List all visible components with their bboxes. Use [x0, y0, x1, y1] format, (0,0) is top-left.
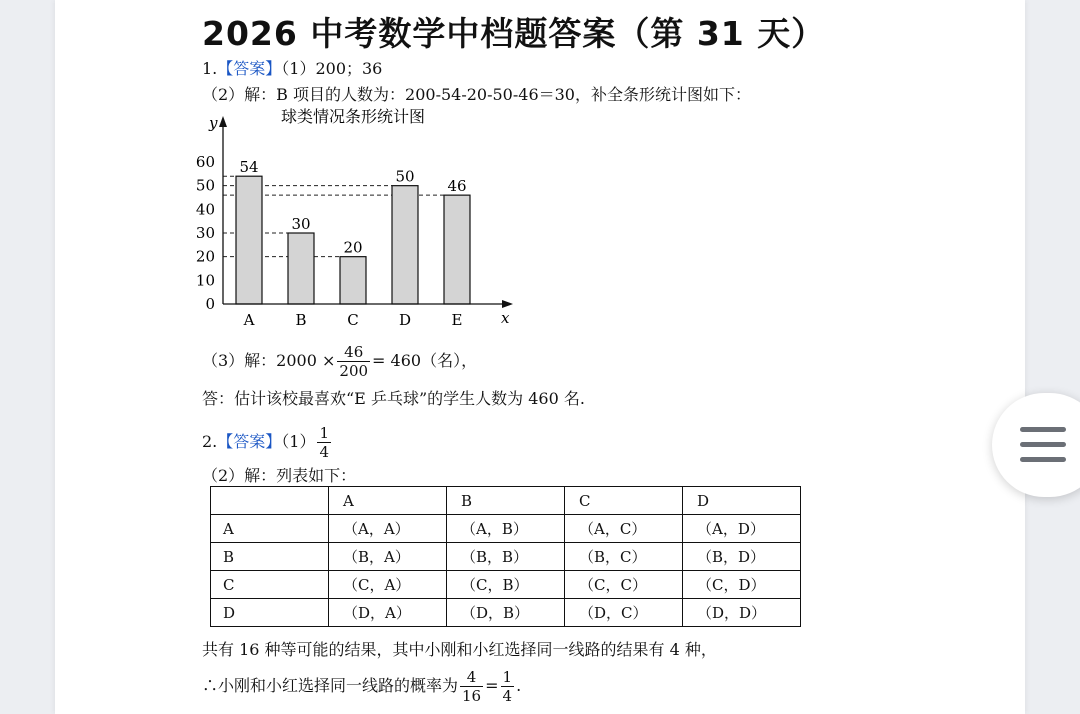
- hamburger-menu-icon-line: [1020, 442, 1066, 447]
- bar-value-label: 50: [395, 167, 415, 186]
- x-tick-label: C: [347, 311, 359, 329]
- chart-xlabel: x: [501, 309, 510, 327]
- fraction-1-4: $\frac{1}{4}$: [319, 424, 330, 461]
- q2-answer-line: 2.【答案】（1） $\frac{1}{4}$: [202, 424, 330, 461]
- table-header-cell: [211, 487, 329, 515]
- table-cell: （D，D）: [683, 599, 801, 627]
- outcome-table: [210, 486, 801, 627]
- table-header-cell: C: [565, 487, 683, 515]
- q2-final: ∴小刚和小红选择同一线路的概率为 $\frac{4}{16}$ = $\frac{1}{4}$ .: [202, 668, 522, 705]
- q1-part3: （3）解：2000 × $\frac{46}{200}$ = 460（名），: [202, 343, 478, 380]
- bar-chart: [185, 100, 585, 332]
- bar-A: [236, 176, 262, 304]
- table-cell: （C，A）: [329, 571, 447, 599]
- y-tick-label: 40: [195, 200, 215, 219]
- table-cell: （B，D）: [683, 543, 801, 571]
- hamburger-menu-icon: [1020, 427, 1066, 432]
- q1-conclusion: 答：估计该校最喜欢“E 乒乓球”的学生人数为 460 名.: [202, 389, 585, 408]
- y-tick-label: 20: [195, 247, 215, 266]
- y-tick-label: 10: [195, 271, 215, 290]
- bar-D: [392, 186, 418, 304]
- x-tick-label: E: [451, 311, 463, 329]
- table-row: [211, 571, 801, 599]
- page-title: 2026 中考数学中档题答案（第 31 天）: [202, 14, 826, 53]
- table-header-cell: B: [447, 487, 565, 515]
- q1-number: 1.: [202, 59, 218, 78]
- x-tick-label: A: [243, 311, 255, 329]
- fraction-1-4-final: $\frac{1}{4}$: [502, 668, 513, 705]
- table-cell: （A，C）: [565, 515, 683, 543]
- q1-part2: （2）解：B 项目的人数为：200-54-20-50-46＝30，补全条形统计图如下：: [202, 85, 751, 104]
- bar-value-label: 46: [447, 177, 467, 196]
- y-tick-label: 0: [205, 295, 215, 313]
- x-tick-label: D: [398, 311, 412, 329]
- document-page: [55, 0, 1025, 714]
- bar-B: [288, 233, 314, 304]
- x-tick-label: B: [295, 311, 307, 329]
- y-axis-arrow: [219, 116, 227, 127]
- table-row-label: A: [211, 515, 329, 543]
- q1-part1: （1）200；36: [281, 59, 383, 78]
- q2-answer-tag: 【答案】: [217, 432, 282, 451]
- bar-value-label: 20: [343, 238, 363, 257]
- bar-C: [340, 257, 366, 304]
- table-cell: （C，D）: [683, 571, 801, 599]
- table-cell: （C，B）: [447, 571, 565, 599]
- q1-answer-tag: 【答案】: [217, 59, 282, 78]
- table-cell: （A，A）: [329, 515, 447, 543]
- table-row: [211, 543, 801, 571]
- table-cell: （C，C）: [565, 571, 683, 599]
- bar-value-label: 30: [291, 215, 311, 233]
- table-row-label: D: [211, 599, 329, 627]
- fraction-4-16: $\frac{4}{16}$: [462, 668, 482, 705]
- bar-E: [444, 195, 470, 304]
- table-row: [211, 599, 801, 627]
- q1-answer-line: [202, 56, 382, 79]
- y-tick-label: 60: [195, 153, 215, 171]
- table-cell: （B，B）: [447, 543, 565, 571]
- table-cell: （D，C）: [565, 599, 683, 627]
- q2-summary: 共有 16 种等可能的结果，其中小刚和小红选择同一线路的结果有 4 种，: [202, 640, 717, 659]
- table-cell: （D，A）: [329, 599, 447, 627]
- table-cell: （B，C）: [565, 543, 683, 571]
- bar-value-label: 54: [239, 158, 259, 177]
- y-tick-label: 30: [195, 224, 215, 242]
- table-cell: （A，D）: [683, 515, 801, 543]
- table-header-row: [211, 487, 801, 515]
- y-tick-label: 50: [195, 176, 215, 195]
- q2-part2: （2）解：列表如下：: [202, 466, 357, 485]
- chart-ylabel: y: [209, 114, 218, 132]
- table-header-cell: A: [329, 487, 447, 515]
- x-axis-arrow: [502, 300, 513, 308]
- hamburger-menu-icon-line: [1020, 457, 1066, 462]
- table-cell: （A，B）: [447, 515, 565, 543]
- table-cell: （D，B）: [447, 599, 565, 627]
- q2-number: 2.: [202, 432, 218, 451]
- table-row: [211, 515, 801, 543]
- table-cell: （B，A）: [329, 543, 447, 571]
- table-header-cell: D: [683, 487, 801, 515]
- fraction-46-200: $\frac{46}{200}$: [339, 343, 369, 380]
- chart-title: 球类情况条形统计图: [281, 107, 426, 126]
- table-row-label: C: [211, 571, 329, 599]
- table-row-label: B: [211, 543, 329, 571]
